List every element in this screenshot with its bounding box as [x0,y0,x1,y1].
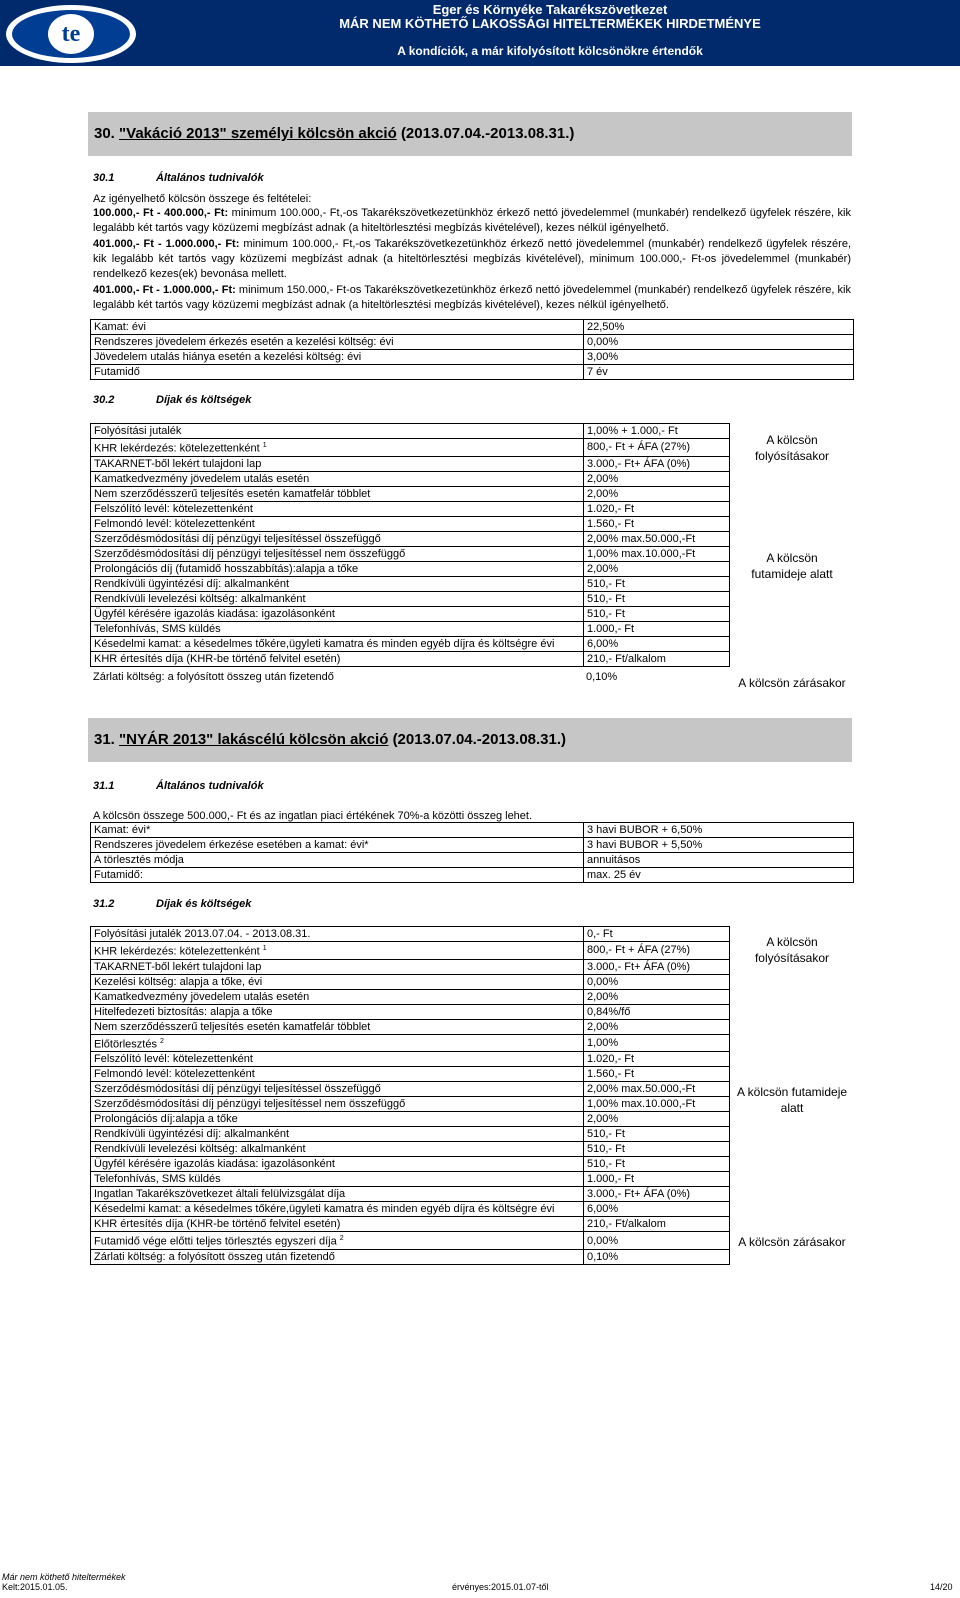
row-label: TAKARNET-ből lekért tulajdoni lap [91,456,584,471]
footnote-marker: 2 [339,1235,344,1243]
row-value: 1.020,- Ft [584,501,730,516]
table-row [91,1034,730,1052]
row-value: 0,00% [584,1232,730,1250]
row-value: 1.020,- Ft [584,1052,730,1067]
section-30-note-disbursement: A kölcsön folyósításakor [754,433,830,463]
row-label: Felmondó levél: kötelezettenként [91,516,584,531]
row-value: 2,00% [584,1112,730,1127]
row-label: Telefonhívás, SMS küldés [91,1172,584,1187]
footnote-marker: 2 [160,1037,164,1045]
row-value: 1,00% + 1.000,- Ft [584,424,730,439]
row-label: Hitelfedezeti biztosítás: alapja a tőke [91,1004,584,1019]
section-31-fees-table [90,926,730,1265]
row-label: Szerződésmódosítási díj pénzügyi teljesítéssel összefüggő [91,531,584,546]
table-row [91,456,730,471]
row-label: Felmondó levél: kötelezettenként [91,1067,584,1082]
row-label: Futamidő: [91,868,584,883]
logo-letters: te [48,14,94,54]
page-header [0,0,960,66]
row-label: Folyósítási jutalék 2013.07.04. - 2013.08.31. [91,927,584,942]
section-31-title-band [88,718,852,762]
section-30-1-heading: 30.1 Általános tudnivalók [93,172,264,184]
table-row [91,974,730,989]
row-value: 210,- Ft/alkalom [584,651,730,666]
row-label: Felszólító levél: kötelezettenként [91,1052,584,1067]
table-row [91,561,730,576]
table-row [91,1172,730,1187]
row-label: Szerződésmódosítási díj pénzügyi teljesítéssel nem összefüggő [91,546,584,561]
row-label: Ügyfél kérésére igazolás kiadása: igazolásonként [91,606,584,621]
table-row [91,439,730,457]
row-value: 1.000,- Ft [584,621,730,636]
row-label: Rendkívüli levelezési költség: alkalmanként [91,1142,584,1157]
row-value: 1.560,- Ft [584,1067,730,1082]
section-31-note-disbursement: A kölcsön folyósításakor [754,935,830,965]
footnote-marker: 1 [262,442,267,449]
table-row [91,606,730,621]
section-31-2-heading: 31.2 Díjak és költségek [93,898,252,910]
row-value: 1,00% max.10.000,-Ft [584,1097,730,1112]
table-row [91,1097,730,1112]
row-value: 800,- Ft + ÁFA (27%) [584,439,730,457]
row-value: 3.000,- Ft+ ÁFA (0%) [584,456,730,471]
section-31-note-term: A kölcsön futamideje alatt [736,1085,848,1115]
row-label: Kamat: évi* [91,823,584,838]
row-value: 510,- Ft [584,1127,730,1142]
table-row [91,823,854,838]
table-row [91,424,730,439]
table-row [91,942,730,960]
section-30-note-closing: A kölcsön zárásakor [738,676,846,690]
footer-page-number: 14/20 [930,1582,953,1592]
section-30-paragraph-1: 100.000,- Ft - 400.000,- Ft: minimum 100.000,- Ft,-os Takarékszövetkezetünkhöz érkező nettó jövedelemmel (munkabér) rendelkező ügyfelek részére, kik legalább két tartós vagy közüzemi megbízást adnak (a hiteltörlesztési megbízás kivételével), kezes nélkül igényelhető. [93,207,851,234]
table-row [91,576,730,591]
table-row [91,1112,730,1127]
section-31-note-closing: A kölcsön zárásakor [738,1235,846,1249]
table-row [91,350,854,365]
row-value: 3 havi BUBOR + 5,50% [584,838,854,853]
row-label: Futamidő vége előtti teljes törlesztés egyszeri díja $^2$ [91,1232,584,1250]
footnote-marker: 1 [262,945,267,952]
section-30-intro: Az igényelhető kölcsön összege és feltételei: [93,193,312,205]
row-label: Jövedelem utalás hiánya esetén a kezelési költség: évi [91,350,584,365]
row-label: Rendkívüli levelezési költség: alkalmanként [91,591,584,606]
row-label: Kamat: évi [91,320,584,335]
footer-valid-from: érvényes:2015.01.07-től [452,1582,549,1592]
section-30-closing-value: 0,10% [586,671,618,683]
table-row [91,1004,730,1019]
row-label: Ingatlan Takarékszövetkezet általi felülvizsgálat díja [91,1187,584,1202]
table-row [91,335,854,350]
row-label: Prolongációs díj:alapja a tőke [91,1112,584,1127]
table-row [91,486,730,501]
row-label: Rendszeres jövedelem érkezés esetén a kezelési költség: évi [91,335,584,350]
row-value: 210,- Ft/alkalom [584,1217,730,1232]
table-row [91,501,730,516]
bank-name: Eger és Környéke Takarékszövetkezet [432,2,668,17]
row-value: 2,00% [584,561,730,576]
table-row [91,651,730,666]
row-value: 800,- Ft + ÁFA (27%) [584,942,730,960]
section-31-intro: A kölcsön összege 500.000,- Ft és az ingatlan piaci értékének 70%-a közötti összeg lehet. [93,810,533,822]
table-row [91,1127,730,1142]
table-row [91,365,854,380]
row-label: Nem szerződésszerű teljesítés esetén kamatfelár többlet [91,1019,584,1034]
row-label: Rendszeres jövedelem érkezése esetében a kamat: évi* [91,838,584,853]
table-row [91,1232,730,1250]
table-row [91,927,730,942]
table-row [91,516,730,531]
row-label: Késedelmi kamat: a késedelmes tőkére,ügyleti kamatra és minden egyéb díjra és költségre évi [91,1202,584,1217]
row-value: 510,- Ft [584,1142,730,1157]
table-row [91,1142,730,1157]
row-label: Késedelmi kamat: a késedelmes tőkére,ügyleti kamatra és minden egyéb díjra és költségre évi [91,636,584,651]
row-value: 510,- Ft [584,576,730,591]
footer-product-note: Már nem köthető hiteltermékek [2,1572,126,1582]
row-value: 0,84%/fő [584,1004,730,1019]
footer-issue-date: Kelt:2015.01.05. [2,1582,68,1592]
section-30-closing-label: Zárlati költség: a folyósított összeg után fizetendő [93,671,334,683]
bank-logo [6,5,136,63]
document-subtitle: A kondíciók, a már kifolyósított kölcsönökre értendők [397,44,703,58]
row-label: Prolongációs díj (futamidő hosszabbítás):alapja a tőke [91,561,584,576]
table-row [91,1082,730,1097]
table-row [91,636,730,651]
row-label: TAKARNET-ből lekért tulajdoni lap [91,959,584,974]
row-label: Ügyfél kérésére igazolás kiadása: igazolásonként [91,1157,584,1172]
row-label: Telefonhívás, SMS küldés [91,621,584,636]
row-value: 6,00% [584,636,730,651]
row-value: 1,00% max.10.000,-Ft [584,546,730,561]
document-title: MÁR NEM KÖTHETŐ LAKOSSÁGI HITELTERMÉKEK HIRDETMÉNYE [339,16,761,31]
section-31-1-heading: 31.1 Általános tudnivalók [93,780,264,792]
row-label: KHR értesítés díja (KHR-be történő felvitel esetén) [91,1217,584,1232]
row-value: 510,- Ft [584,1157,730,1172]
section-31-title: 31. "NYÁR 2013" lakáscélú kölcsön akció (2013.07.04.-2013.08.31.) [94,731,567,748]
row-label: Zárlati költség: a folyósított összeg után fizetendő [91,1249,584,1264]
table-row [91,531,730,546]
section-30-2-heading: 30.2 Díjak és költségek [93,394,252,406]
row-value: 2,00% max.50.000,-Ft [584,1082,730,1097]
table-row [91,959,730,974]
row-label: Rendkívüli ügyintézési díj: alkalmanként [91,576,584,591]
row-value: 1.560,- Ft [584,516,730,531]
row-label: KHR értesítés díja (KHR-be történő felvitel esetén) [91,651,584,666]
row-label: Kamatkedvezmény jövedelem utalás esetén [91,989,584,1004]
row-value: 0,- Ft [584,927,730,942]
row-value: 2,00% [584,1019,730,1034]
row-value: 0,10% [584,1249,730,1264]
row-value: 0,00% [584,335,854,350]
row-label: Futamidő [91,365,584,380]
table-row [91,320,854,335]
row-value: 22,50% [584,320,854,335]
row-value: 2,00% [584,989,730,1004]
table-row [91,1217,730,1232]
table-row [91,989,730,1004]
row-value: 510,- Ft [584,591,730,606]
section-30-paragraph-3: 401.000,- Ft - 1.000.000,- Ft: minimum 150.000,- Ft-os Takarékszövetkezetünkhöz érkező nettó jövedelemmel (munkabér) rendelkező ügyfelek részére, kik legalább két tartós vagy közüzemi megbízást adnak (a hiteltörlesztési megbízás kivételével), kezes nélkül igényelhető. [93,284,851,311]
section-30-title-band [88,112,852,156]
row-value: max. 25 év [584,868,854,883]
table-row [91,546,730,561]
row-label: Kezelési költség: alapja a tőke, évi [91,974,584,989]
table-row [91,1067,730,1082]
row-label: A törlesztés módja [91,853,584,868]
row-value: 510,- Ft [584,606,730,621]
row-label: KHR lekérdezés: kötelezettenként $^1$ [91,942,584,960]
row-label: Felszólító levél: kötelezettenként [91,501,584,516]
row-value: 7 év [584,365,854,380]
table-row [91,1019,730,1034]
row-value: 3.000,- Ft+ ÁFA (0%) [584,959,730,974]
table-row [91,1052,730,1067]
table-row [91,1202,730,1217]
row-label: Rendkívüli ügyintézési díj: alkalmanként [91,1127,584,1142]
table-row [91,591,730,606]
row-value: 2,00% [584,486,730,501]
table-row [91,471,730,486]
row-value: 2,00% max.50.000,-Ft [584,531,730,546]
table-row [91,1249,730,1264]
row-value: 2,00% [584,471,730,486]
row-value: 3,00% [584,350,854,365]
row-value: 1.000,- Ft [584,1172,730,1187]
row-label: Folyósítási jutalék [91,424,584,439]
section-30-paragraph-2: 401.000,- Ft - 1.000.000,- Ft: minimum 100.000,- Ft,-os Takarékszövetkezetünkhöz érkező nettó jövedelemmel (munkabér) rendelkező ügyfelek részére, kik legalább két tartós vagy közüzemi megbízást adnak (a hiteltörlesztési megbízás kivételével), minimum 100.000,- Ft-os jövedelemmel (munkabér) rendelkező kezes(ek) bevonása mellett. [93,238,851,280]
section-30-title: 30. "Vakáció 2013" személyi kölcsön akció (2013.07.04.-2013.08.31.) [94,125,575,142]
row-value: 0,00% [584,974,730,989]
row-value: annuitásos [584,853,854,868]
table-row [91,621,730,636]
table-row [91,868,854,883]
row-value: 1,00% [584,1034,730,1052]
table-row [91,1157,730,1172]
table-row [91,838,854,853]
row-value: 3 havi BUBOR + 6,50% [584,823,854,838]
row-label: Szerződésmódosítási díj pénzügyi teljesítéssel összefüggő [91,1082,584,1097]
section-31-conditions-table [90,822,854,883]
section-30-note-term: A kölcsön futamideje alatt [751,551,833,581]
table-row [91,853,854,868]
section-30-fees-table [90,423,730,667]
section-30-conditions-table [90,319,854,380]
row-label: KHR lekérdezés: kötelezettenként $^1$ [91,439,584,457]
row-label: Nem szerződésszerű teljesítés esetén kamatfelár többlet [91,486,584,501]
row-value: 6,00% [584,1202,730,1217]
row-value: 3.000,- Ft+ ÁFA (0%) [584,1187,730,1202]
row-label: Szerződésmódosítási díj pénzügyi teljesítéssel nem összefüggő [91,1097,584,1112]
table-row [91,1187,730,1202]
row-label: Előtörlesztés $^2$ [91,1034,584,1052]
row-label: Kamatkedvezmény jövedelem utalás esetén [91,471,584,486]
